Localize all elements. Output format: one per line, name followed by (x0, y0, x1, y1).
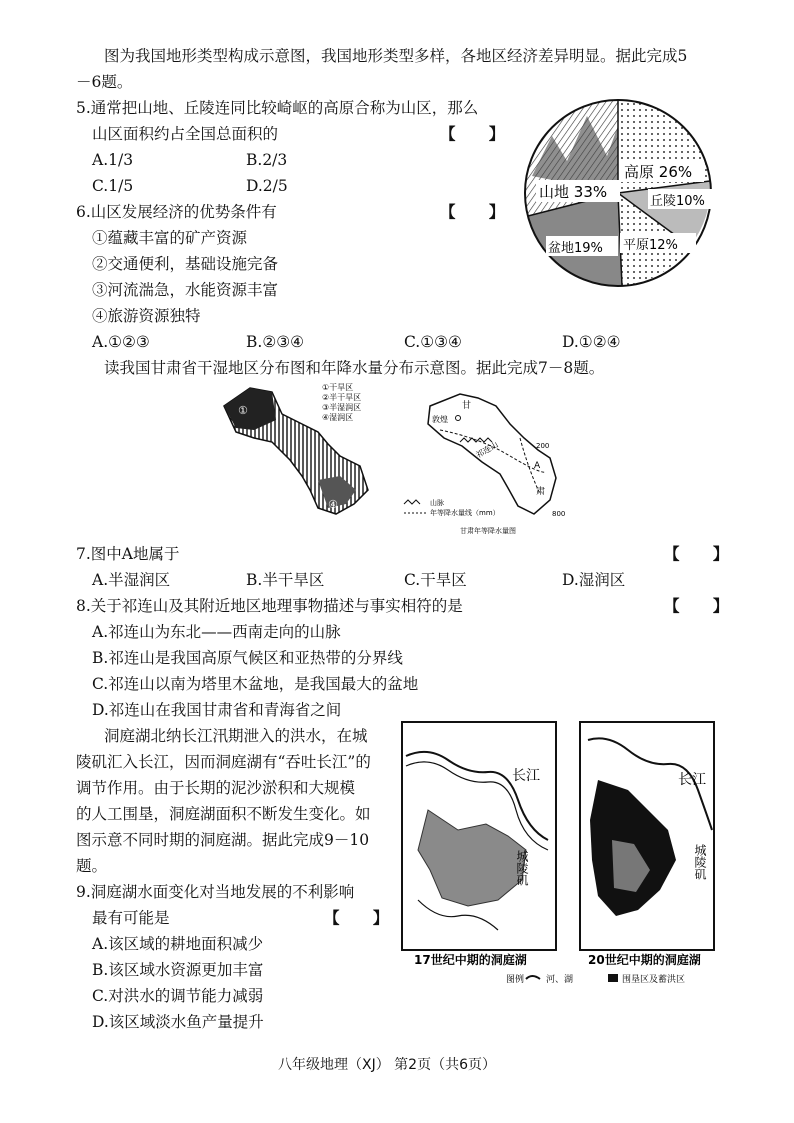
q8-stem: 8.关于祁连山及其附近地区地理事物描述与事实相符的是 (76, 597, 463, 615)
lake-legend-area-symbol (608, 974, 618, 982)
left-lake-river-label: 长江 (512, 768, 540, 784)
q6-option-c: C.①③④ (404, 333, 462, 351)
left-legend-1: ①干旱区 (322, 383, 354, 392)
q6-answer-bracket: 【 】 (440, 203, 519, 221)
pie-label-basin: 盆地19% (548, 241, 603, 256)
right-map-label-dunhuang: 敦煌 (432, 415, 448, 424)
q7-option-b: B.半干旱区 (246, 571, 325, 589)
dongting-lake-maps (398, 720, 718, 990)
q5-answer-bracket: 【 】 (440, 125, 519, 143)
left-legend-2: ②半干旱区 (322, 393, 362, 402)
right-lake-caption: 20世纪中期的洞庭湖 (588, 953, 701, 967)
gansu-dry-wet-map (210, 380, 400, 524)
right-map-label-a: A (534, 461, 541, 471)
q5-option-d: D.2/5 (246, 177, 288, 195)
left-legend-4: ④湿润区 (322, 413, 354, 422)
q6-option-b: B.②③④ (246, 333, 305, 351)
intro-5-6-line2: －6题。 (76, 73, 133, 91)
q9-stem-line2: 最有可能是 (92, 909, 170, 927)
intro-9-10-line3: 调节作用。由于长期的泥沙淤积和大规模 (76, 779, 356, 797)
q6-item-2: ②交通便利，基础设施完备 (92, 255, 279, 273)
q6-item-1: ①蕴藏丰富的矿产资源 (92, 229, 248, 247)
q9-option-c: C.对洪水的调节能力减弱 (92, 987, 264, 1005)
right-legend-mountain: 山脉 (430, 499, 444, 507)
q8-option-b: B.祁连山是我国高原气候区和亚热带的分界线 (92, 649, 403, 667)
intro-9-10-line2: 陵矶汇入长江，因而洞庭湖有“吞吐长江”的 (76, 753, 371, 771)
left-map-marker-1: ① (238, 404, 248, 417)
q7-option-d: D.湿润区 (562, 571, 626, 589)
lake-legend-water: 河、湖 (546, 975, 574, 985)
q7-option-a: A.半湿润区 (92, 571, 171, 589)
q5-stem-line2: 山区面积约占全国总面积的 (92, 125, 279, 143)
q9-answer-bracket: 【 】 (324, 909, 403, 927)
q6-item-4: ④旅游资源独特 (92, 307, 201, 325)
intro-7-8: 读我国甘肃省干湿地区分布图和年降水量分布示意图。据此完成7－8题。 (104, 359, 605, 377)
right-legend-isohyet: 年等降水量线（mm） (430, 509, 500, 517)
q8-answer-bracket: 【 】 (664, 597, 743, 615)
q5-stem-line1: 5.通常把山地、丘陵连同比较崎岖的高原合称为山区，那么 (76, 99, 479, 117)
intro-9-10-line5: 图示意不同时期的洞庭湖。据此完成9－10 (76, 831, 370, 849)
lake-legend-area: 围垦区及蓄洪区 (622, 975, 686, 985)
right-map-label-200: 200 (536, 442, 550, 450)
pie-label-plateau: 高原 26% (624, 163, 693, 181)
lake-legend-water-symbol (526, 976, 540, 979)
q5-option-a: A.1/3 (92, 151, 134, 169)
q7-option-c: C.干旱区 (404, 571, 467, 589)
right-map-label-gan: 甘 (462, 401, 472, 411)
intro-9-10-line4: 的人工围垦，洞庭湖面积不断发生变化。如 (76, 805, 371, 823)
intro-9-10-line6: 题。 (76, 857, 108, 875)
pie-label-mountain: 山地 33% (539, 183, 608, 201)
right-map-label-qilian: 祁连山 (474, 439, 500, 460)
q6-item-3: ③河流湍急，水能资源丰富 (92, 281, 279, 299)
right-lake-river-label: 长江 (678, 772, 706, 788)
q7-stem: 7.图中A地属于 (76, 545, 180, 563)
gansu-precipitation-map (400, 376, 580, 538)
left-map-marker-4: ④ (328, 498, 338, 511)
q5-option-b: B.2/3 (246, 151, 288, 169)
page-footer: 八年级地理（XJ） 第2页（共6页） (278, 1057, 496, 1073)
q9-option-d: D.该区域淡水鱼产量提升 (92, 1013, 264, 1031)
left-lake-town-label: 城陵矶 (515, 850, 529, 886)
q6-option-d: D.①②④ (562, 333, 621, 351)
q9-option-b: B.该区域水资源更加丰富 (92, 961, 264, 979)
intro-5-6-line1: 图为我国地形类型构成示意图，我国地形类型多样，各地区经济差异明显。据此完成5 (104, 47, 688, 65)
left-lake-caption: 17世纪中期的洞庭湖 (414, 953, 527, 967)
q7-answer-bracket: 【 】 (664, 545, 743, 563)
q8-option-c: C.祁连山以南为塔里木盆地，是我国最大的盆地 (92, 675, 419, 693)
terrain-pie-figure (512, 96, 724, 292)
q6-stem: 6.山区发展经济的优势条件有 (76, 203, 277, 221)
pie-label-hills: 丘陵10% (650, 194, 705, 209)
pie-label-plain: 平原12% (623, 238, 678, 253)
right-map-caption: 甘肃年等降水量图 (460, 527, 516, 535)
q8-option-a: A.祁连山为东北——西南走向的山脉 (92, 623, 341, 641)
q8-option-d: D.祁连山在我国甘肃省和青海省之间 (92, 701, 342, 719)
q5-option-c: C.1/5 (92, 177, 134, 195)
q9-option-a: A.该区域的耕地面积减少 (92, 935, 264, 953)
right-lake-town-label: 城陵矶 (693, 844, 707, 880)
right-map-label-800: 800 (552, 510, 566, 518)
left-legend-3: ③半湿润区 (322, 403, 362, 412)
intro-9-10-line1: 洞庭湖北纳长江汛期泄入的洪水，在城 (104, 727, 368, 745)
right-map-label-su: 肃 (536, 487, 546, 497)
q6-option-a: A.①②③ (92, 333, 150, 351)
lake-legend-prefix: 图例 (506, 975, 525, 985)
q9-stem-line1: 9.洞庭湖水面变化对当地发展的不利影响 (76, 883, 355, 901)
